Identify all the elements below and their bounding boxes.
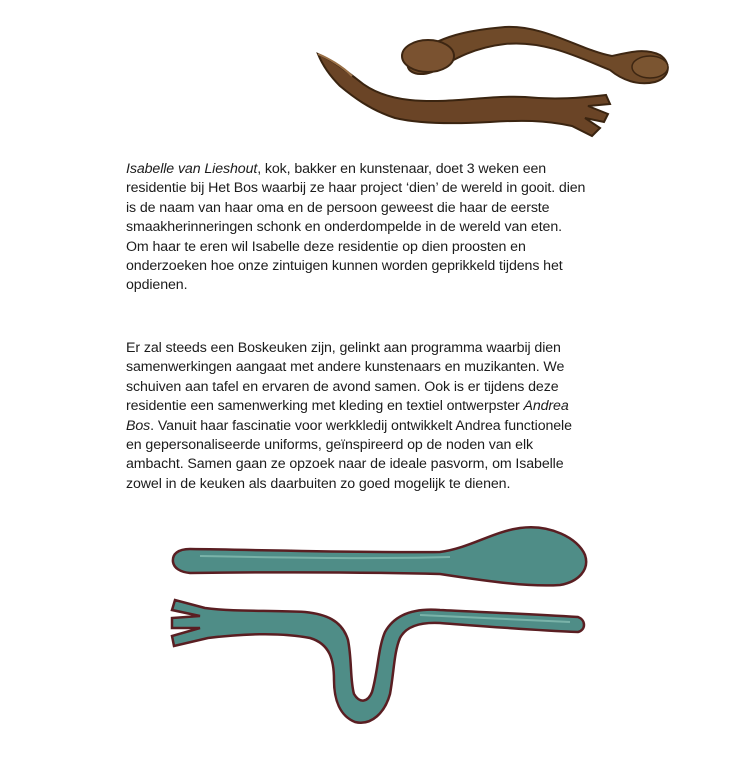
collaboration-body-start: Er zal steeds een Boskeuken zijn, gelinkt aan programma waarbij dien samenwerkingen aangaat met andere kunstenaars en muzikanten. We schuiven aan tafel en ervaren de avond samen. Ook is er tijdens deze residentie een samenwerking met kleding en textiel ontwerpster <box>126 340 565 415</box>
brown-bent-spoon-image <box>402 27 668 83</box>
intro-paragraph <box>126 160 586 296</box>
intro-body: , kok, bakker en kunstenaar, doet 3 weken een residentie bij Het Bos waarbij ze haar project ‘dien’ de wereld in gooit. dien is de naam van haar oma en de persoon geweest die haar de eerste smaakherinneringen schonk en onderdompelde in de wereld van eten. Om haar te eren wil Isabelle deze residentie op dien proosten en onderzoeken hoe onze zintuigen kunnen worden geprikkeld tijdens het opdienen. <box>126 161 586 294</box>
green-bent-fork-image <box>172 600 584 723</box>
artist-name: Isabelle van Lieshout <box>126 161 258 177</box>
collaboration-text <box>126 339 586 494</box>
designer-name: Andrea Bos <box>126 398 569 434</box>
green-knife-image <box>173 527 586 585</box>
collaboration-body-end: . Vanuit haar fascinatie voor werkkledij ontwikkelt Andrea functionele en gepersonaliseerde uniforms, geïnspireerd op de noden van elk ambacht. Samen gaan ze opzoek naar de ideale pasvorm, om Isabelle zowel in de keuken als daarbuiten zo goed mogelijk te dienen. <box>126 417 572 492</box>
collaboration-paragraph <box>126 339 586 494</box>
brown-bent-fork-image <box>318 54 610 136</box>
intro-text <box>126 160 586 296</box>
